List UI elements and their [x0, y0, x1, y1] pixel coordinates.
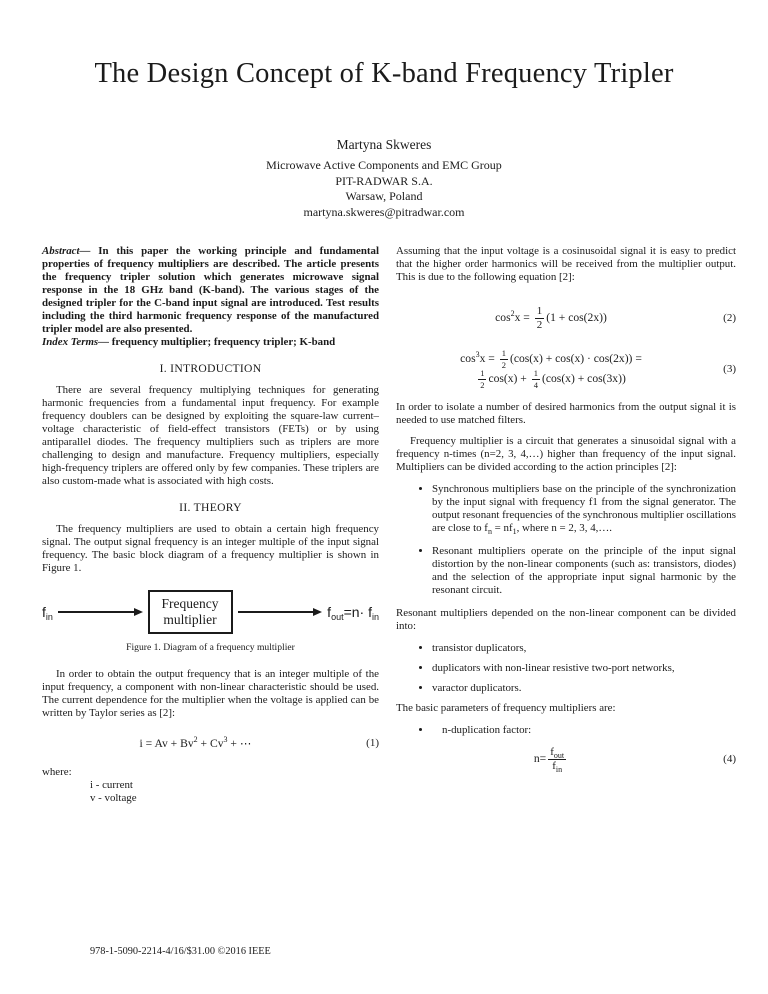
theory-paragraph-1: The frequency multipliers are used to obtain a certain high frequency signal. The output signal frequency is an integer multiple of the input signal frequency. The basic block diagram of a frequency multiplier is shown in Figure 1.	[42, 523, 379, 574]
equation-2-number: (2)	[723, 312, 736, 324]
where-label: where:	[42, 766, 72, 778]
equation-3-body: $\cos^3x$ = $\frac{1}{2}$ (cos(x) + cos(x) · cos(2x)) = $\frac{1}{2}$ cos(x) + $\frac{1}{4}$ (cos(x) + cos(3x))	[460, 348, 642, 390]
introduction-paragraph: There are several frequency multiplying techniques for generating harmonic frequencies from a fundamental input frequency. For example frequency doublers can be designed by exploiting the square-law current–voltage characteristic of field-effect transistors (FETs) or by using antiparallel diodes. The frequency multipliers such as triplers are more challenging to design and manufacture. Frequency multipliers, especially high-frequency triplers are offered only by few companies. These triplers are also custom-made what is associated with high costs.	[42, 384, 379, 487]
equation-3-number: (3)	[723, 362, 736, 375]
action-principles-list	[396, 483, 736, 597]
section-heading-introduction: I. INTRODUCTION	[159, 362, 262, 375]
equation-4-number: (4)	[723, 753, 736, 765]
left-column	[42, 245, 379, 805]
arrow-right-icon	[238, 608, 323, 616]
author-affiliation-company: PIT-RADWAR S.A.	[335, 173, 433, 188]
author-email: martyna.skweres@pitradwar.com	[303, 204, 465, 219]
equation-1-body: $i = Av + Bv^2 + Cv^3$ + ⋯	[139, 735, 252, 750]
index-terms	[42, 336, 379, 349]
abstract-text: In this paper the working principle and fundamental properties of frequency multipliers are described. The article presents the frequency tripler solution which generates microwave signal response in the 18 GHz band (K-band). The various stages of the designed tripler for the C-band input signal are introduced. Test results including the third harmonic frequency response of the manufactured tripler model are also presented.	[42, 245, 379, 335]
author-affiliation-group: Microwave Active Components and EMC Group	[266, 158, 502, 172]
abstract-label: Abstract—	[42, 245, 91, 257]
list-item-varactor: • varactor duplicators.	[432, 682, 736, 695]
equation-4	[396, 746, 736, 775]
assume-paragraph: Assuming that the input voltage is a cosinusoidal signal it is easy to predict that the higher order harmonics will be received from the multiplier output. This is due to the following equation [2]:	[396, 245, 736, 283]
section-heading-theory: II. THEORY	[179, 501, 242, 514]
equation-1-number: (1)	[366, 737, 379, 749]
figure1-input-label: $f_{in}$	[42, 603, 53, 622]
isolate-paragraph: In order to isolate a number of desired harmonics from the output signal it is needed to use matched filters.	[396, 401, 736, 426]
where-item-voltage: v - voltage	[90, 792, 137, 804]
where-item-current: i - current	[90, 779, 133, 791]
list-item-synchronous: • Synchronous multipliers base on the principle of the synchronization by the input signal with frequency f1 from the signal generator. The output resonant frequencies of the synchronous multiplier oscillations are close to $f_n = nf_1$, where n = 2, 3, 4,….	[432, 483, 736, 535]
figure1-output-label: $f_{out}=n\cdot f_{in}$	[327, 603, 379, 622]
abstract-paragraph	[42, 245, 379, 336]
figure1-block-diagram	[42, 590, 379, 634]
list-item-resonant: • Resonant multipliers operate on the principle of the input signal distortion by the non-linear components (such as: transistors, diodes) and the selection of the appropriate input signal harmonic by the resonant circuit.	[432, 545, 736, 597]
equation-1	[42, 736, 379, 751]
basic-parameters-list	[396, 724, 736, 737]
author-block	[0, 137, 768, 220]
copyright-notice: 978-1-5090-2214-4/16/$31.00 ©2016 IEEE	[90, 946, 271, 957]
equation-4-body: n= $\frac{f_{out}}{f_{in}}$	[533, 746, 565, 775]
theory-paragraph-2: In order to obtain the output frequency that is an integer multiple of the input frequency, a component with non-linear characteristic should be used. The current dependence for the multiplier when the voltage is applied can be written by Taylor series as [2]:	[42, 668, 379, 719]
equation-2-body: $\cos^2x$ = $\frac{1}{2}$ (1 + cos(2x))	[495, 305, 607, 331]
equation-2	[396, 306, 736, 331]
index-terms-label: Index Terms—	[42, 336, 110, 348]
author-name: Martyna Skweres	[336, 137, 432, 152]
list-item-two-port: • duplicators with non-linear resistive two-port networks,	[432, 662, 736, 675]
duplicator-types-list	[396, 642, 736, 695]
list-item-n-duplication: • n-duplication factor:	[432, 724, 736, 737]
page-title: The Design Concept of K-band Frequency Tripler	[94, 58, 674, 89]
index-terms-text: frequency multiplier; frequency tripler; K-band	[109, 336, 336, 348]
figure1-caption: Figure 1. Diagram of a frequency multiplier	[126, 642, 295, 653]
basic-parameters-paragraph: The basic parameters of frequency multipliers are:	[396, 702, 616, 714]
arrow-right-icon	[58, 608, 143, 616]
list-item-transistor: • transistor duplicators,	[432, 642, 736, 655]
right-column	[396, 245, 736, 786]
resonant-divided-paragraph: Resonant multipliers depended on the non-linear component can be divided into:	[396, 607, 736, 632]
where-block	[42, 766, 379, 805]
author-affiliation-city: Warsaw, Poland	[345, 189, 423, 203]
equation-3	[396, 349, 736, 389]
figure1-multiplier-box: Frequency multiplier	[148, 590, 233, 634]
freq-multiplier-paragraph: Frequency multiplier is a circuit that generates a sinusoidal signal with a frequency n-times (n=2, 3, 4,…) higher than frequency of the input signal. Multipliers can be divided according to the action principles [2]:	[396, 435, 736, 473]
